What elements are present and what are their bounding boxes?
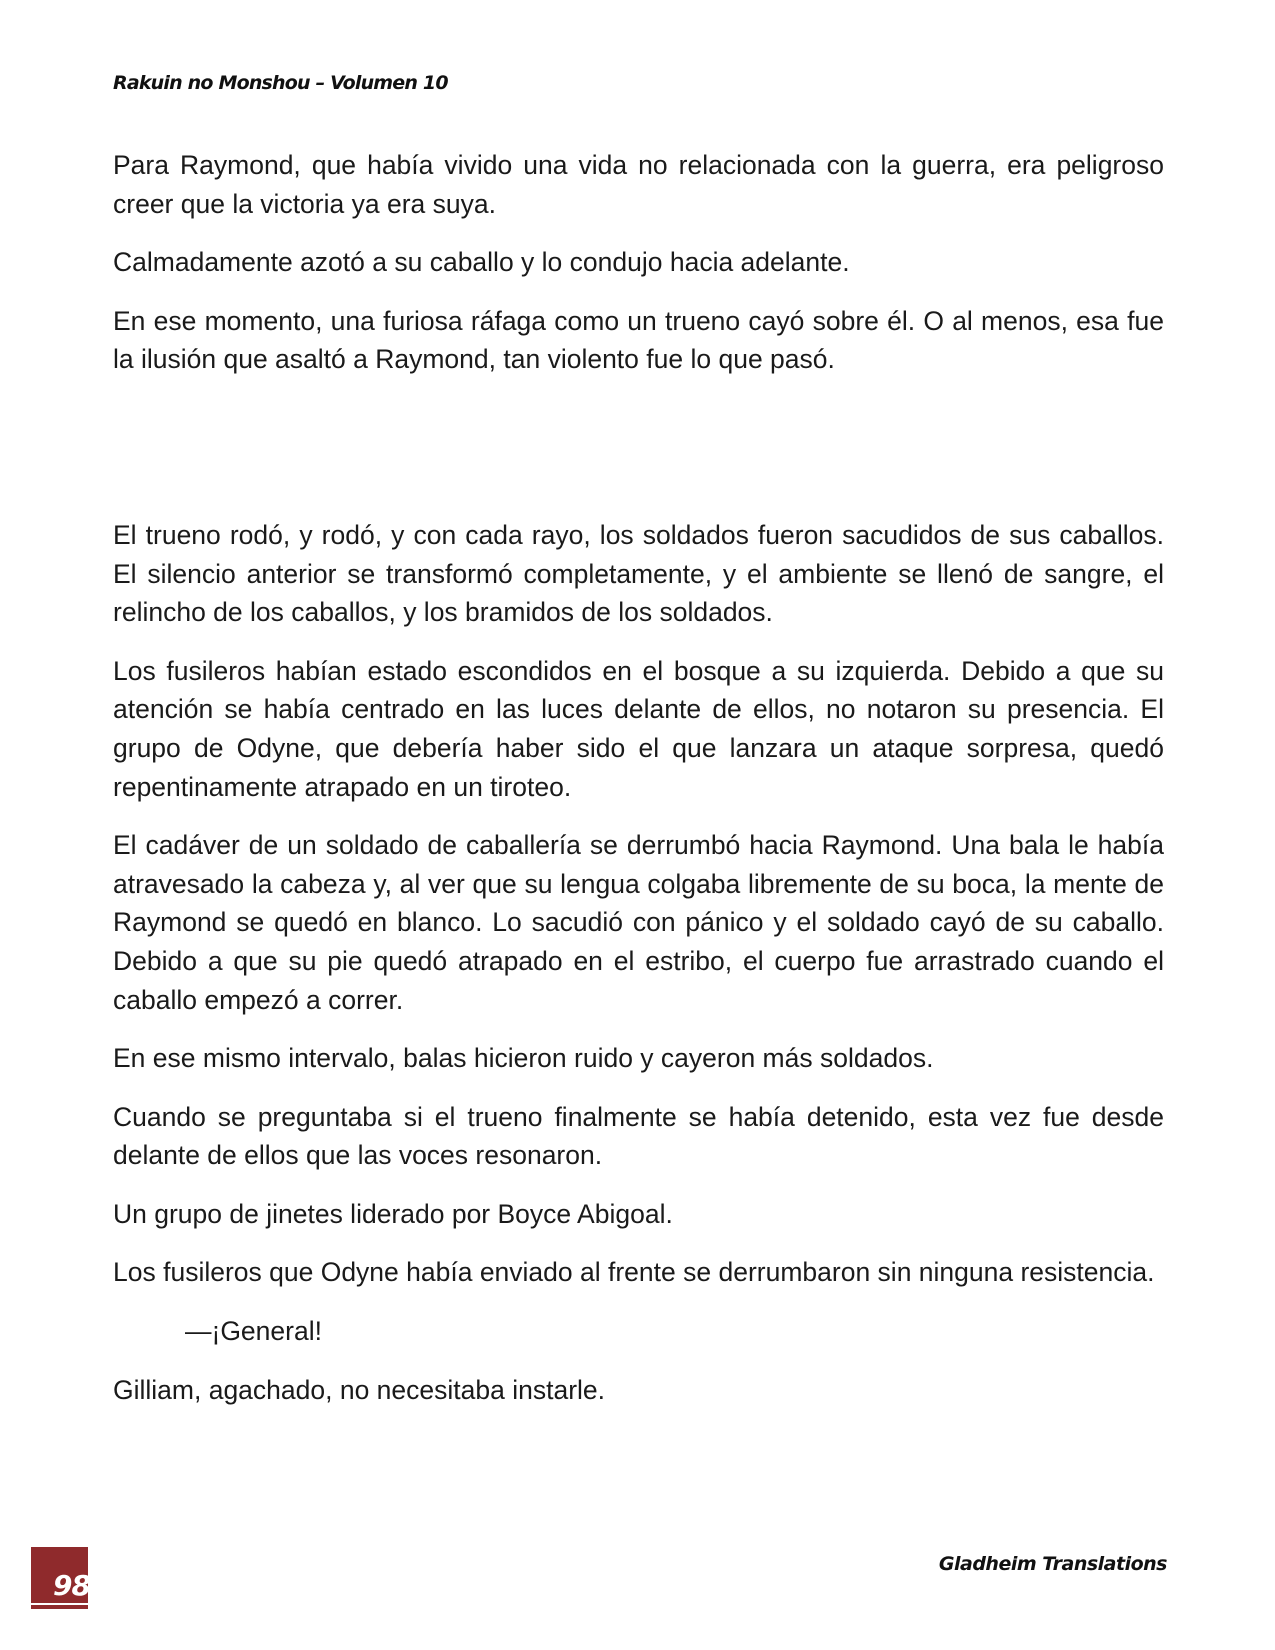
paragraph-3: En ese momento, una furiosa ráfaga como un trueno cayó sobre él. O al menos, esa fue la ilusión que asaltó a Raymond, tan violento fue lo que pasó.: [113, 305, 1164, 375]
paragraph-10: Los fusileros que Odyne había enviado al frente se derrumbaron sin ninguna resistencia.: [113, 1257, 1155, 1288]
dialogue-line: —¡General!: [185, 1316, 322, 1347]
paragraph-6: El cadáver de un soldado de caballería se derrumbó hacia Raymond. Una bala le había atravesado la cabeza y, al ver que su lengua colgaba libremente de su boca, la mente de Raymond se quedó en blanco. Lo sacudió con pánico y el soldado cayó de su caballo. Debido a que su pie quedó atrapado en el estribo, el cuerpo fue arrastrado cuando el caballo empezó a correr.: [113, 830, 1164, 1015]
paragraph-12: Gilliam, agachado, no necesitaba instarle.: [113, 1374, 606, 1405]
page-number: 98: [53, 1569, 90, 1602]
running-header-title: Rakuin no Monshou – Volumen 10: [113, 72, 448, 94]
paragraph-4: El trueno rodó, y rodó, y con cada rayo, los soldados fueron sacudidos de sus caballos. El silencio anterior se transformó completamente, y el ambiente se llenó de sangre, el relincho de los caballos, y los bramidos de los soldados.: [113, 519, 1164, 628]
paragraph-5: Los fusileros habían estado escondidos en el bosque a su izquierda. Debido a que su atención se había centrado en las luces delante de ellos, no notaron su presencia. El grupo de Odyne, que debería haber sido el que lanzara un ataque sorpresa, quedó repentinamente atrapado en un tiroteo.: [113, 655, 1164, 802]
paragraph-7: En ese mismo intervalo, balas hicieron ruido y cayeron más soldados.: [113, 1043, 934, 1074]
page-number-underline: [31, 1603, 88, 1605]
paragraph-2: Calmadamente azotó a su caballo y lo condujo hacia adelante.: [113, 247, 850, 278]
paragraph-8: Cuando se preguntaba si el trueno finalmente se había detenido, esta vez fue desde delante de ellos que las voces resonaron.: [113, 1101, 1164, 1171]
chapter-body-text: [113, 146, 1164, 1429]
paragraph-9: Un grupo de jinetes liderado por Boyce Abigoal.: [113, 1198, 673, 1229]
translator-credit: Gladheim Translations: [938, 1553, 1167, 1575]
paragraph-1: Para Raymond, que había vivido una vida no relacionada con la guerra, era peligroso creer que la victoria ya era suya.: [113, 150, 1164, 219]
